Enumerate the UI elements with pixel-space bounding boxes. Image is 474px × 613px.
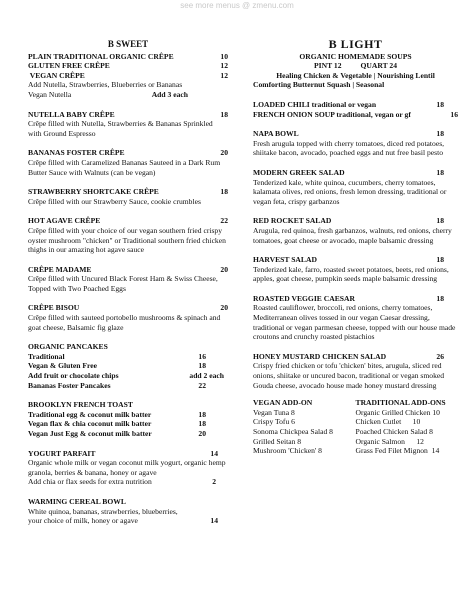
item-description: Tenderized kale, white quinoa, cucumbers, cherry tomatoes, kalamata olives, red onions, fresh lemon dressing, traditional or vegan feta, crispy garbanzos [253,177,447,206]
add-ons-section [253,398,458,456]
item-description: Crêpe filled with our Strawberry Sauce, cookie crumbles [28,196,201,206]
b-light-title: B LIGHT [328,37,383,51]
item-name: HOT AGAVE CRÊPE [28,216,101,226]
yogurt-parfait [28,449,228,487]
item-name: GLUTEN FREE CRÊPE [28,61,110,71]
item-price: 16 [450,109,458,119]
item-price: 18 [198,361,206,371]
addon-row [28,477,228,487]
item-description: Crêpe filled with Caramelized Bananas Sauteed in a Dark Rum Butter Sauce with Walnuts (can be vegan) [28,157,221,177]
item-price: add 2 each [189,371,224,381]
item-price: 18 [436,129,444,139]
item-price: 20 [220,148,228,158]
menu-item [28,303,228,332]
soup-items [253,100,458,119]
item-price: 18 [436,99,444,109]
list-item: Poached Chicken Salad 8 [355,427,433,436]
item-description: Crêpe filled with sauteed portobello mushrooms & spinach and goat cheese, Balsamic fig glaze [28,313,221,332]
item-name: FRENCH ONION SOUP traditional, vegan or gf [253,109,411,119]
item-name: VEGAN CRÊPE [28,70,85,80]
list-item: Sonoma Chickpea Salad 8 [253,427,333,436]
item-price: 18 [198,419,206,429]
item-name: HARVEST SALAD [253,255,317,265]
soups-names: Healing Chicken & Vegetable | Nourishing Lentil [276,70,435,80]
menu-item [253,294,458,342]
soups-names: Comforting Butternut Squash | Seasonal [253,80,385,90]
menu-item-row [28,71,228,81]
item-name: CRÊPE MADAME [28,264,92,274]
item-description: Roasted cauliflower, broccoli, red onions, cherry tomatoes, Mediterranean olives tossed in our vegan Caesar dressing, traditional or vegan parmesan cheese, topped with our house made croutons and crunchy roasted pistachios [253,303,456,342]
item-price: 14 [210,516,218,526]
item-price: 20 [198,429,206,438]
menu-item [253,168,458,206]
addon-name: Add chia or flax seeds for extra nutrition [28,477,152,487]
item-name: STRAWBERRY SHORTCAKE CRÊPE [28,187,159,197]
menu-item [253,352,458,390]
item-price: 18 [436,167,444,177]
item-name: PLAIN TRADITIONAL ORGANIC CRÊPE [28,51,174,61]
list-item: Grass Fed Filet Mignon 14 [355,446,440,456]
item-price: 18 [198,409,206,419]
item-description: Organic whole milk or vegan coconut milk yogurt, organic hemp granola, berries & banana, honey or agave [28,458,226,477]
item-name: Bananas Foster Pancakes [28,380,111,390]
menu-item [253,216,458,245]
addon-name: Vegan Nutella [28,89,72,99]
item-name: RED ROCKET SALAD [253,216,332,226]
menu-item [28,187,228,206]
item-price: 20 [220,264,228,274]
item-description: Add Nutella, Strawberries, Blueberries or Bananas [28,80,183,90]
item-price: 22 [220,216,228,226]
item-description: Crêpe filled with Nutella, Strawberries & Bananas Sprinkled with Ground Espresso [28,119,213,138]
item-description: Crêpe filled with Uncured Black Forest Ham & Swiss Cheese, Topped with Two Poached Eggs [28,274,218,293]
menu-item [28,265,228,294]
item-name: WARMING CEREAL BOWL [28,496,126,506]
soups-title: ORGANIC HOMEMADE SOUPS [299,51,412,61]
menu-item [28,148,228,177]
menu-item [28,216,228,254]
traditional-addon-list [356,398,459,456]
item-name: LOADED CHILI traditional or vegan [253,99,377,109]
item-description: Crêpe filled with your choice of our vegan southern fried crispy oyster mushroom "chicken" or Traditional southern fried chicken thighs in our amazing hot agave sauce [28,225,226,255]
item-description: Arugula, red quinoa, fresh garbanzos, walnuts, red onions, cherry tomatoes, goat cheese or avocado, maple balsamic dressing [253,225,452,245]
left-column [28,40,228,526]
b-sweet-title: B SWEET [107,39,149,49]
item-price: 20 [220,303,228,313]
menu-item-row [28,52,228,62]
item-name: Traditional egg & coconut milk batter [28,409,152,419]
french-toast-section [28,400,228,438]
item-name: CRÊPE BISOU [28,303,80,313]
cereal-bowl [28,497,228,526]
item-description: White quinoa, bananas, strawberries, blueberries, [28,506,178,516]
item-description: your choice of milk, honey or agave [28,516,138,526]
item-price: 26 [436,351,444,361]
watermark-text: see more menus @ zmenu.com [180,1,294,10]
section-title: VEGAN ADD-ON [253,398,313,408]
item-price: 12 [220,70,228,80]
item-price: 18 [436,216,444,226]
item-price: 18 [436,255,444,265]
menu-item [253,255,458,284]
item-description: Tenderized kale, farro, roasted sweet potatoes, beets, red onions, apples, goat cheese, pumpkin seeds maple balsamic dressing [253,264,449,284]
item-price: 18 [220,187,228,197]
menu-item [253,129,458,158]
item-price: 12 [220,61,228,71]
item-description-row [28,516,228,526]
item-name: MODERN GREEK SALAD [253,167,345,177]
item-price: 14 [210,448,218,458]
item-name: Vegan flax & chia coconut milk batter [28,419,152,429]
section-title: ORGANIC PANCAKES [28,342,108,352]
list-item: Organic Salmon 12 [355,436,424,446]
item-price: 18 [220,109,228,119]
item-name: Vegan & Gluten Free [28,361,97,371]
menu-item [28,110,228,139]
watermark-bar [0,0,474,13]
pancakes-section [28,342,228,390]
item-name: NAPA BOWL [253,129,299,139]
list-item: Organic Grilled Chicken 10 [355,407,440,417]
item-name: Add fruit or chocolate chips [28,371,119,381]
addon-row [28,90,228,100]
item-name: HONEY MUSTARD CHICKEN SALAD [253,351,387,361]
item-name: Traditional [28,351,65,361]
menu-item-row [28,61,228,71]
vegan-addon-list [253,398,356,456]
right-column [253,37,458,456]
list-item: Chicken Cutlet 10 [355,417,421,427]
addon-price: Add 3 each [151,89,188,99]
item-name: YOGURT PARFAIT [28,448,96,458]
item-name: NUTELLA BABY CRÊPE [28,109,115,119]
list-item: Vegan Tuna 8 [253,407,295,417]
menu-page [11,14,464,610]
section-title: BROOKLYN FRENCH TOAST [28,400,133,410]
item-price: 18 [436,293,444,303]
item-name: ROASTED VEGGIE CAESAR [253,293,355,303]
item-description: Crispy fried chicken or tofu 'chicken' bites, arugula, sliced red onions, shiitake or uncured bacon, traditional or vegan smoked Gouda cheese, avocado house made honey mustard dressing [253,361,445,390]
item-description: Fresh arugula topped with cherry tomatoes, diced red potatoes, shiitake bacon, avocado, poached eggs and nut free basil pesto [253,138,445,158]
item-price: 16 [198,351,206,361]
list-item: Mushroom 'Chicken' 8 [253,446,322,456]
list-item: Grilled Seitan 8 [253,436,302,446]
section-title: TRADITIONAL ADD-ONS [355,398,446,408]
soups-sizes: PINT 12 QUART 24 [314,61,397,71]
item-name: BANANAS FOSTER CRÊPE [28,148,125,158]
list-item: Crispy Tofu 6 [253,417,295,427]
item-name: Vegan Just Egg & coconut milk batter [28,429,152,438]
item-price: 22 [198,380,206,390]
item-price: 10 [220,51,228,61]
addon-price: 2 [212,477,216,487]
